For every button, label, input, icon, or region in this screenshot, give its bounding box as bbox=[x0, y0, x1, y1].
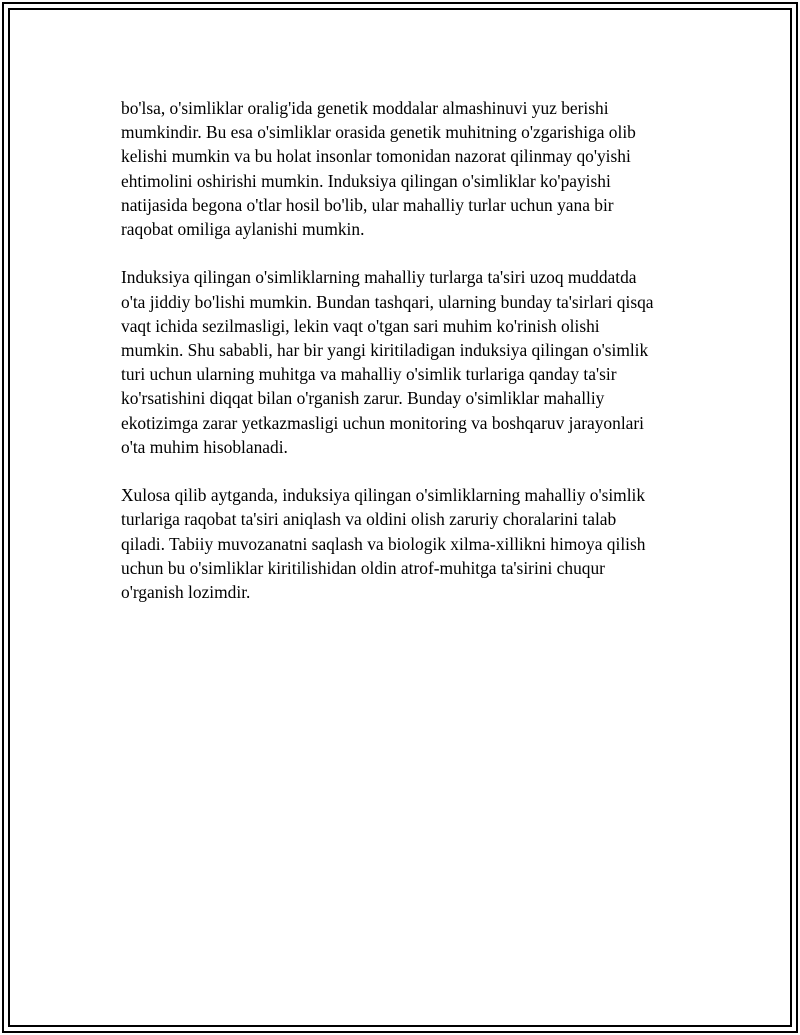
paragraph-2: Induksiya qilingan o'simliklarning mahalliy turlarga ta'siri uzoq muddatda o'ta jiddiy bo'lishi mumkin. Bundan tashqari, ularning bunday ta'sirlari qisqa vaqt ichida sezilmasligi, lekin vaqt o'tgan sari muhim ko'rinish olishi mumkin. Shu sababli, har bir yangi kiritiladigan induksiya qilingan o'simlik turi uchun ularning muhitga va mahalliy o'simlik turlariga qanday ta'sir ko'rsatishini diqqat bilan o'rganish zarur. Bunday o'simliklar mahalliy ekotizimga zarar yetkazmasligi uchun monitoring va boshqaruv jarayonlari o'ta muhim hisoblanadi. bbox=[121, 267, 654, 457]
paragraph-3: Xulosa qilib aytganda, induksiya qilingan o'simliklarning mahalliy o'simlik turlariga raqobat ta'siri aniqlash va oldini olish zaruriy choralarini talab qiladi. Tabiiy muvozanatni saqlash va biologik xilma-xillikni himoya qilish uchun bu o'simliklar kiritilishidan oldin atrof-muhitga ta'sirini chuqur o'rganish lozimdir. bbox=[121, 485, 646, 603]
document-body bbox=[121, 96, 693, 628]
page-frame bbox=[2, 2, 798, 1033]
paragraph-1: bo'lsa, o'simliklar oralig'ida genetik moddalar almashinuvi yuz berishi mumkindir. Bu esa o'simliklar orasida genetik muhitning o'zgarishiga olib kelishi mumkin va bu holat insonlar tomonidan nazorat qilinmay qo'yishi ehtimolini oshirishi mumkin. Induksiya qilingan o'simliklar ko'payishi natijasida begona o'tlar hosil bo'lib, ular mahalliy turlar uchun yana bir raqobat omiliga aylanishi mumkin. bbox=[121, 98, 636, 240]
